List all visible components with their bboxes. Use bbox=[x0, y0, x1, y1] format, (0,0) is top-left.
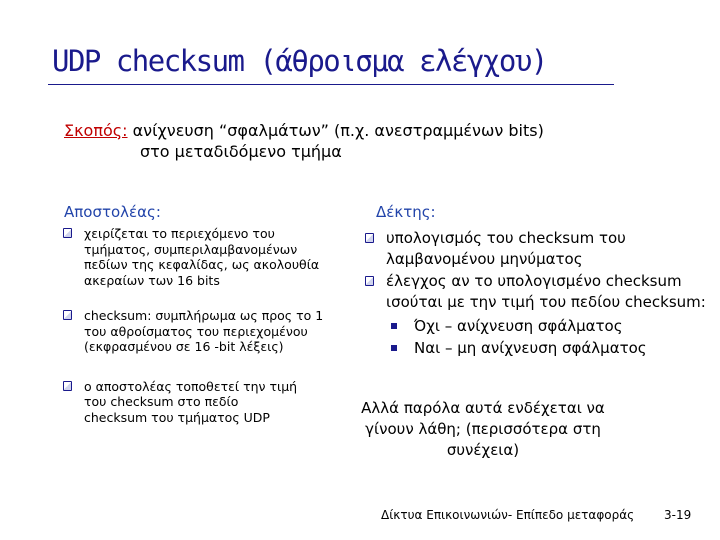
square-bullet-icon bbox=[391, 323, 397, 329]
sender-item: checksum: συμπλήρωμα ως προς το 1 του αθροίσματος του περιεχομένου (εκφρασμένου σε 16 -bit λέξεις) bbox=[60, 308, 340, 355]
checkbox-bullet-icon bbox=[63, 381, 72, 391]
title-underline bbox=[48, 84, 614, 85]
purpose-label: Σκοπός: bbox=[64, 121, 128, 140]
receiver-item: έλεγχος αν το υπολογισμένο checksum ισούται με την τιμή του πεδίου checksum: Όχι – ανίχνευση σφάλματος Ναι – μη ανίχνευση σφάλματος bbox=[362, 271, 707, 359]
footer-course: Δίκτυα Επικοινωνιών- Επίπεδο μεταφοράς bbox=[381, 508, 635, 522]
receiver-subitem: Όχι – ανίχνευση σφάλματος bbox=[386, 316, 707, 337]
receiver-subitem: Ναι – μη ανίχνευση σφάλματος bbox=[386, 338, 707, 359]
receiver-item: υπολογισμός του checksum του λαμβανομένου μηνύματος bbox=[362, 228, 707, 270]
purpose-statement bbox=[64, 120, 704, 162]
purpose-text-line2: στο μεταδιδόμενο τμήμα bbox=[140, 142, 342, 161]
sender-list bbox=[60, 226, 340, 445]
receiver-sublist bbox=[386, 316, 707, 359]
checkbox-bullet-icon bbox=[365, 276, 374, 286]
checkbox-bullet-icon bbox=[63, 310, 72, 320]
purpose-text-line1: ανίχνευση “σφαλμάτων” (π.χ. ανεστραμμένων bits) bbox=[127, 121, 544, 140]
page-number: 3-19 bbox=[664, 508, 692, 522]
checkbox-bullet-icon bbox=[365, 233, 374, 243]
sender-item: χειρίζεται το περιεχόμενο του τμήματος, συμπεριλαμβανομένων πεδίων της κεφαλίδας, ως ακολουθία ακεραίων των 16 bits bbox=[60, 226, 340, 288]
receiver-note: Αλλά παρόλα αυτά ενδέχεται να γίνουν λάθη; (περισσότερα στη συνέχεια) bbox=[361, 399, 605, 459]
checkbox-bullet-icon bbox=[63, 228, 72, 238]
square-bullet-icon bbox=[391, 345, 397, 351]
slide-title: UDP checksum (άθροισμα ελέγχου) bbox=[52, 44, 547, 78]
receiver-list bbox=[362, 228, 707, 360]
receiver-heading: Δέκτης: bbox=[376, 203, 436, 221]
sender-heading: Αποστολέας: bbox=[64, 203, 161, 221]
sender-item: ο αποστολέας τοποθετεί την τιμή του checksum στο πεδίο checksum του τμήματος UDP bbox=[60, 379, 304, 426]
